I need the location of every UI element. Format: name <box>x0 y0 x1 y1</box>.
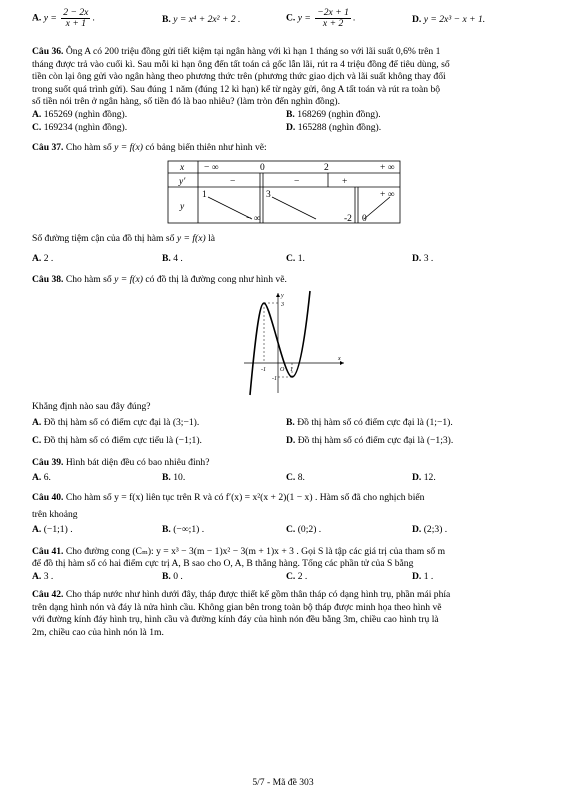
sign: − <box>294 176 300 187</box>
exam-page <box>32 0 546 640</box>
q35-options <box>32 8 546 34</box>
fraction: $\frac{2 - 2x}{x + 1}$ <box>63 7 89 29</box>
origin-label: O <box>280 366 285 373</box>
x-val: + ∞ <box>380 162 395 173</box>
q35-option-b: B. y = x⁴ + 2x² + 2 . <box>162 14 241 25</box>
y-val: 3 <box>266 189 271 200</box>
x-val: − ∞ <box>204 162 219 173</box>
x-val: 0 <box>260 162 265 173</box>
x-val: 2 <box>324 162 329 173</box>
y-val: + ∞ <box>380 189 395 200</box>
tick-x: -1 <box>261 366 266 373</box>
tick-y: -1 <box>272 375 277 382</box>
tick-y: 3 <box>281 301 284 308</box>
q35-option-d: D. y = 2x³ − x + 1. <box>412 14 486 25</box>
x-axis-label: x <box>338 355 341 362</box>
y-axis-label: y <box>281 292 284 299</box>
q35-option-a: A. y = $\frac{2 - 2x}{x + 1}$ . <box>32 7 95 29</box>
question-39: Câu 39. Hình bát diện đều có bao nhiêu đỉnh? A. 6. B. 10. C. 8. D. 12. <box>32 457 436 483</box>
question-41: Câu 41. Cho đường cong (Cₘ): y = x³ − 3(m − 1)x² − 3(m + 1)x + 3 . Gọi S là tập các giá trị của tham số m để đồ thị hàm số có hai điểm cực trị A, B sao cho O, A, B thẳng hàng. Tổng các phần tử của S bằng A. 3 . B. 0 . C. 2 . D. 1 . <box>32 545 446 582</box>
y-label: y <box>180 201 185 212</box>
question-36: Câu 36. Ông A có 200 triệu đồng gửi tiết kiệm tại ngân hàng với kì hạn 1 tháng so với lãi suất 0,6% trên 1 tháng được trả vào cuối kì. Sau mỗi kì hạn ông đến tất toán cả gốc lẫn lãi, rút ra 4 triệu đồng để tiêu dùng, số tiền còn lại ông gửi vào ngân hàng theo phương thức trên (phương thức giao dịch và lãi suất không thay đổi trong suốt quá trình gửi). Sau đúng 1 năm (đúng 12 kì hạn) kể từ ngày gửi, ông A tất toán và rút ra toàn bộ số tiền nói trên ở ngân hàng, số tiền đó là bao nhiêu? (làm tròn đến nghìn đồng). A. 165269 (nghìn đồng). B. 168269 (nghìn đồng). C. 169234 (nghìn đồng). D. 165288 (nghìn đồng). <box>32 46 450 133</box>
y-val: 0 <box>362 213 367 224</box>
yprime-label: y′ <box>179 176 186 187</box>
sign: + <box>342 176 348 187</box>
y-val: 1 <box>202 189 207 200</box>
x-label: x <box>180 162 185 173</box>
question-37: Câu 37. Cho hàm số y = f(x) có bảng biến thiên như hình vẽ: x y′ y − ∞ 0 2 + ∞ − − + 1 − ∞ 3 -2 0 + ∞ Số đường tiệm cận của đồ thị hàm số y = f(x) là A. 2 . B. 4 . C. 1. D. 3 . <box>32 142 546 266</box>
variation-table <box>32 159 546 227</box>
function-graph <box>32 289 546 397</box>
sign: − <box>230 176 236 187</box>
tick-x: 1 <box>290 366 293 373</box>
question-42: Câu 42. Cho tháp nước như hình dưới đây, tháp được thiết kế gồm thân tháp có dạng hình trụ, phần mái phía trên dạng hình nón và đáy là nửa hình cầu. Không gian bên trong toàn bộ tháp được minh họa theo hình vẽ với đường kính đáy hình trụ, hình cầu và đường kính đáy của hình nón đều bằng 3m, chiều cao hình trụ là 2m, chiều cao của hình nón là 1m. <box>32 589 451 639</box>
page-footer: 5/7 - Mã đề 303 <box>252 777 314 788</box>
q35-option-c: C. y = $\frac{-2x + 1}{x + 2}$ . <box>286 7 356 29</box>
fraction: $\frac{-2x + 1}{x + 2}$ <box>317 7 349 29</box>
question-40: Câu 40. Cho hàm số y = f(x) liên tục trên R và có f′(x) = x²(x + 2)(1 − x) . Hàm số đã cho nghịch biến trên khoảng A. (−1;1) . B. (−∞;1) . C. (0;2) . D. (2;3) . <box>32 492 448 535</box>
y-val: -2 <box>344 213 352 224</box>
y-val: − ∞ <box>246 213 261 224</box>
question-38: Câu 38. Cho hàm số y = f(x) có đồ thị là đường cong như hình vẽ. y x O 3 -1 -1 1 Khẳng định nào sau đây đúng? A. Đồ thị hàm số có điểm cực đại là (3;−1). B. Đồ thị hàm số có điểm cực đại là (1;−1). C. Đồ thị hàm số có điểm cực tiểu là (−1;1). D. Đồ thị hàm số có điểm cực đại là (−1;3). <box>32 274 546 449</box>
